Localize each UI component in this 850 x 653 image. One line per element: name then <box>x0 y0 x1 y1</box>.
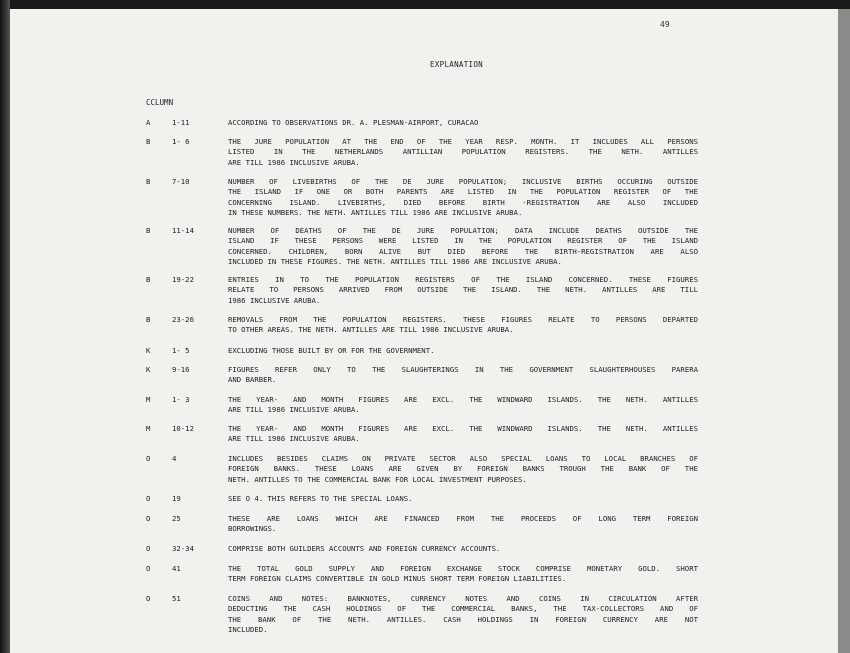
entry-column: 19-22 <box>172 275 194 284</box>
entry-text <box>228 594 698 635</box>
entry-code: B <box>146 177 151 186</box>
entry-code: O <box>146 494 151 503</box>
entry-code: K <box>146 346 151 355</box>
entry-column: 4 <box>172 454 177 463</box>
entry-line: THE JURE POPULATION AT THE END OF THE YEAR RESP. MONTH. IT INCLUDES ALL PERSONS <box>228 137 698 146</box>
scan-left-edge <box>0 0 10 653</box>
entry-line: INCLUDED IN THESE FIGURES. THE NETH. ANTILLES TILL 1986 ARE INCLUSIVE ARUBA. <box>228 256 562 266</box>
entry-text <box>228 494 698 504</box>
entry-line: THE ISLAND IF ONE OR BOTH PARENTS ARE LISTED IN THE POPULATION REGISTER OF THE <box>228 187 698 197</box>
entry-column: 10-12 <box>172 424 194 433</box>
entry-text <box>228 315 698 336</box>
entry-code: O <box>146 544 151 553</box>
entry-line: ENTRIES IN TO THE POPULATION REGISTERS OF THE ISLAND CONCERNED. THESE FIGURES <box>228 275 698 284</box>
entry-column: 19 <box>172 494 181 503</box>
entry-code: B <box>146 137 151 146</box>
entry-line: INCLUDED. <box>228 624 268 634</box>
entry-line: THE TOTAL GOLD SUPPLY AND FOREIGN EXCHANGE STOCK COMPRISE MONETARY GOLD. SHORT <box>228 564 698 573</box>
entry-column: 1- 3 <box>172 395 190 404</box>
entry-text <box>228 564 698 585</box>
entry-line: DEDUCTING THE CASH HOLDINGS OF THE COMMERCIAL BANKS, THE TAX-COLLECTORS AND OF <box>228 604 698 614</box>
entry-line: FIGURES REFER ONLY TO THE SLAUGHTERINGS IN THE GOVERNMENT SLAUGHTERHOUSES PARERA <box>228 365 698 374</box>
entry-column: 11-14 <box>172 226 194 235</box>
entry-code: B <box>146 275 151 284</box>
entry-code: M <box>146 424 151 433</box>
entry-line: THE YEAR- AND MONTH FIGURES ARE EXCL. THE WINDWARD ISLANDS. THE NETH. ANTILLES <box>228 395 698 404</box>
entry-text <box>228 514 698 535</box>
entry-text <box>228 177 698 218</box>
entry-code: K <box>146 365 151 374</box>
entry-line: ISLAND IF THESE PERSONS WERE LISTED IN THE POPULATION REGISTER OF THE ISLAND <box>228 236 698 246</box>
entry-text <box>228 544 698 554</box>
entry-line: EXCLUDING THOSE BUILT BY OR FOR THE GOVERNMENT. <box>228 346 435 355</box>
entry-line: RELATE TO PERSONS ARRIVED FROM OUTSIDE THE ISLAND. THE NETH. ANTILLES ARE TILL <box>228 285 698 295</box>
entry-column: 1- 6 <box>172 137 190 146</box>
entry-line: AND BARBER. <box>228 375 277 385</box>
entry-code: O <box>146 454 151 463</box>
entry-line: IN THESE NUMBERS. THE NETH. ANTILLES TILL 1986 ARE INCLUSIVE ARUBA. <box>228 207 523 217</box>
entry-line: TERM FOREIGN CLAIMS CONVERTIBLE IN GOLD MINUS SHORT TERM FOREIGN LIABILITIES. <box>228 574 567 584</box>
entry-code: B <box>146 315 151 324</box>
entry-code: M <box>146 395 151 404</box>
entry-text <box>228 275 698 306</box>
entry-code: A <box>146 118 151 127</box>
entry-line: THE BANK OF THE NETH. ANTILLES. CASH HOLDINGS IN FOREIGN CURRENCY ARE NOT <box>228 614 698 624</box>
page-title: EXPLANATION <box>430 60 483 69</box>
entry-column: 25 <box>172 514 181 523</box>
entry-line: INCLUDES BESIDES CLAIMS ON PRIVATE SECTOR ALSO SPECIAL LOANS TO LOCAL BRANCHES OF <box>228 454 698 463</box>
entry-text <box>228 137 698 168</box>
entry-line: FOREIGN BANKS. THESE LOANS ARE GIVEN BY FOREIGN BANKS TROUGH THE BANK OF THE <box>228 464 698 474</box>
entry-line: BORROWINGS. <box>228 524 277 534</box>
entry-column: 9-16 <box>172 365 190 374</box>
entry-line: LISTED IN THE NETHERLANDS ANTILLIAN POPULATION REGISTERS. THE NETH. ANTILLES <box>228 147 698 157</box>
entry-text <box>228 346 698 356</box>
entry-line: THE YEAR- AND MONTH FIGURES ARE EXCL. THE WINDWARD ISLANDS. THE NETH. ANTILLES <box>228 424 698 433</box>
entry-column: 32-34 <box>172 544 194 553</box>
entry-line: ACCORDING TO OBSERVATIONS DR. A. PLESMAN-AIRPORT, CURACAO <box>228 118 479 127</box>
page-number: 49 <box>660 20 670 29</box>
entry-text <box>228 424 698 445</box>
entry-column: 7-10 <box>172 177 190 186</box>
entry-line: CONCERNING ISLAND. LIVEBIRTHS, DIED BEFORE BIRTH -REGISTRATION ARE ALSO INCLUDED <box>228 197 698 207</box>
entry-line: SEE O 4. THIS REFERS TO THE SPECIAL LOANS. <box>228 494 413 503</box>
entry-line: REMOVALS FROM THE POPULATION REGISTERS. THESE FIGURES RELATE TO PERSONS DEPARTED <box>228 315 698 324</box>
column-header: CCLUMN <box>146 98 174 107</box>
entry-text <box>228 365 698 386</box>
entry-code: O <box>146 564 151 573</box>
entry-code: O <box>146 514 151 523</box>
entry-text <box>228 118 698 128</box>
entry-text <box>228 454 698 485</box>
entry-line: TO OTHER AREAS. THE NETH. ANTILLES ARE TILL 1986 INCLUSIVE ARUBA. <box>228 325 514 335</box>
entry-text <box>228 395 698 416</box>
entry-line: COINS AND NOTES: BANKNOTES, CURRENCY NOTES AND COINS IN CIRCULATION AFTER <box>228 594 698 603</box>
entry-line: ARE TILL 1986 INCLUSIVE ARUBA. <box>228 157 360 167</box>
entry-column: 41 <box>172 564 181 573</box>
entry-line: CONCERNED. CHILDREN, BORN ALIVE BUT DIED BEFORE THE BIRTH-REGISTRATION ARE ALSO <box>228 246 698 256</box>
entry-code: O <box>146 594 151 603</box>
entry-line: 1986 INCLUSIVE ARUBA. <box>228 295 321 305</box>
entry-code: B <box>146 226 151 235</box>
entry-line: NUMBER OF DEATHS OF THE DE JURE POPULATION; DATA INCLUDE DEATHS OUTSIDE THE <box>228 226 698 235</box>
entry-line: NUMBER OF LIVEBIRTHS OF THE DE JURE POPULATION; INCLUSIVE BIRTHS OCCURING OUTSIDE <box>228 177 698 186</box>
entry-line: NETH. ANTILLES TO THE COMMERCIAL BANK FOR LOCAL INVESTMENT PURPOSES. <box>228 474 527 484</box>
entry-column: 1-11 <box>172 118 190 127</box>
entry-line: COMPRISE BOTH GUILDERS ACCOUNTS AND FOREIGN CURRENCY ACCOUNTS. <box>228 544 501 553</box>
entry-line: ARE TILL 1986 INCLUSIVE ARUBA. <box>228 434 360 444</box>
entry-text <box>228 226 698 267</box>
entry-column: 1- 5 <box>172 346 190 355</box>
entry-column: 51 <box>172 594 181 603</box>
entry-line: ARE TILL 1986 INCLUSIVE ARUBA. <box>228 405 360 415</box>
entry-line: THESE ARE LOANS WHICH ARE FINANCED FROM THE PROCEEDS OF LONG TERM FOREIGN <box>228 514 698 523</box>
scan-right-edge <box>838 9 850 653</box>
entry-column: 23-26 <box>172 315 194 324</box>
